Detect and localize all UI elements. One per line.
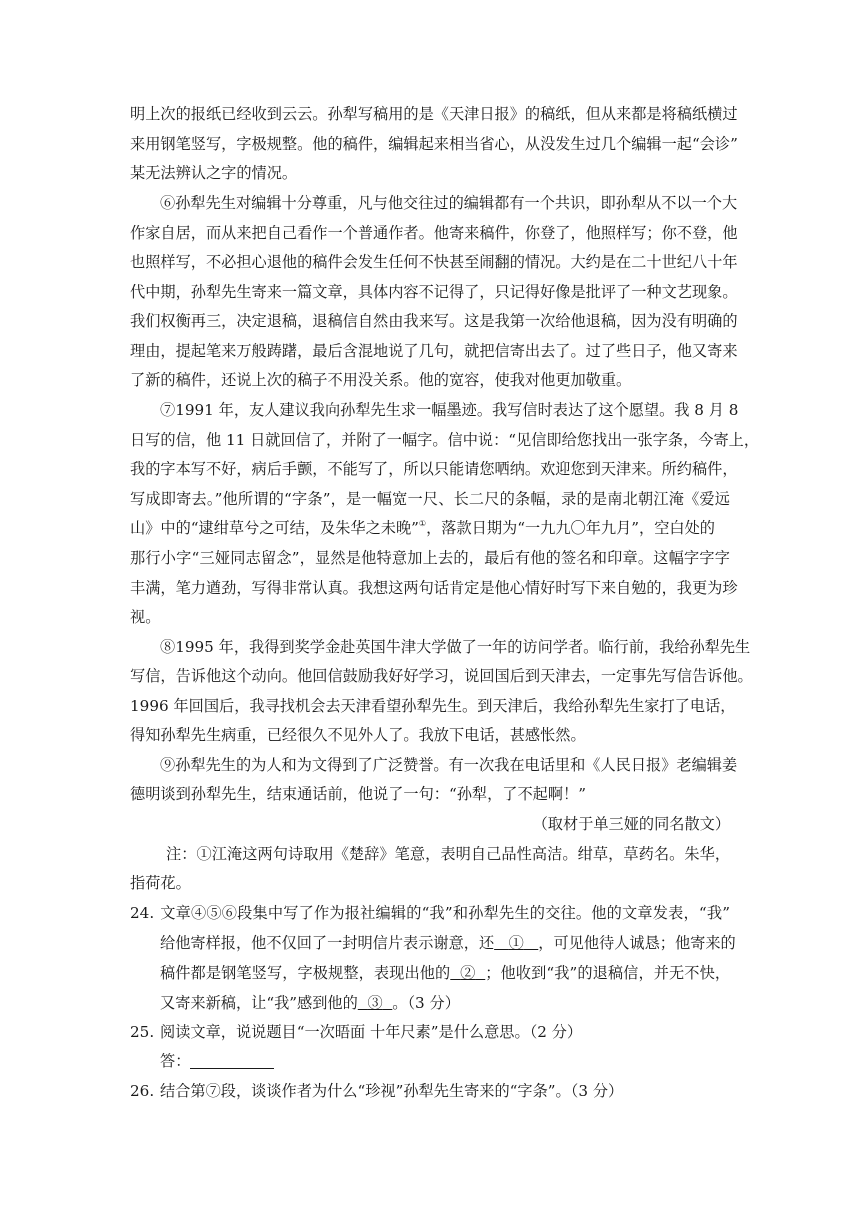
question-text: 。（3 分）: [392, 994, 460, 1012]
question-text: 给他寄样报，他不仅回了一封明信片表示谢意，还: [160, 934, 495, 952]
question-text: 文章④⑤⑥段集中写了作为报社编辑的“我”和孙犁先生的交往。他的文章发表，“我”: [160, 904, 730, 922]
text-line: ⑦1991 年，友人建议我向孙犁先生求一幅墨迹。我写信时表达了这个愿望。我 8 月 8: [160, 401, 739, 419]
answer-blank-1[interactable]: [494, 934, 538, 952]
question-line: [160, 933, 736, 953]
text-line: 得知孙犁先生病重，已经很久不见外人了。我放下电话，甚感怅然。: [130, 726, 586, 744]
text-line: 丰满，笔力遒劲，写得非常认真。我想这两句话肯定是他心情好时写下来自勉的，我更为珍: [130, 579, 738, 597]
question-number: 25.: [130, 1023, 155, 1041]
footnote-mark: ①: [418, 519, 427, 528]
text-line: 视。: [130, 608, 161, 626]
text-line: 我们权衡再三，决定退稿，退稿信自然由我来写。这是我第一次给他退稿，因为没有明确的: [130, 312, 738, 330]
question-25: [130, 1022, 730, 1042]
question-text: 阅读文章，说说题目“一次晤面 十年尺素”是什么意思。（2 分）: [160, 1023, 583, 1041]
question-24: [130, 903, 730, 923]
question-line: [160, 993, 730, 1013]
text-line: 写成即寄去。”他所谓的“字条”，是一幅宽一尺、长二尺的条幅，录的是南北朝江淹《爱远: [130, 490, 730, 508]
blank-marker: ②: [460, 964, 476, 982]
question-text: 又寄来新稿，让“我”感到他的: [160, 994, 358, 1012]
source-citation: （取材于单三娅的同名散文）: [532, 815, 730, 833]
text-line: 日写的信，他 11 日就回信了，并附了一幅字。信中说：“见信即给您找出一张字条，今寄上，: [130, 431, 760, 449]
text-line: ⑧1995 年，我得到奖学金赴英国牛津大学做了一年的访问学者。临行前，我给孙犁先生: [160, 638, 751, 656]
question-number: 24.: [130, 904, 155, 922]
text-line: 德明谈到孙犁先生，结束通话前，他说了一句：“孙犁，了不起啊！”: [130, 785, 586, 803]
text-line: 来用钢笔竖写，字极规整。他的稿件，编辑起来相当省心，从没发生过几个编辑一起“会诊”: [130, 135, 738, 153]
footnote-line: 指荷花。: [130, 874, 191, 892]
question-line: [160, 963, 730, 983]
question-text: 稿件都是钢笔竖写，字极规整，表现出他的: [160, 964, 451, 982]
answer-row: [160, 1051, 730, 1071]
question-text: 结合第⑦段，谈谈作者为什么“珍视”孙犁先生寄来的“字条”。（3 分）: [160, 1082, 624, 1100]
text-line: 那行小字“三娅同志留念”，显然是他特意加上去的，最后有他的签名和印章。这幅字字字: [130, 549, 730, 567]
text-line: 也照样写，不必担心退他的稿件会发生任何不快甚至闹翻的情况。大约是在二十世纪八十年: [130, 253, 738, 271]
text-line: 代中期，孙犁先生寄来一篇文章，具体内容不记得了，只记得好像是批评了一种文艺现象。: [130, 283, 738, 301]
question-text: ，可见他待人诚恳；他寄来的: [538, 934, 736, 952]
blank-marker: ③: [367, 994, 383, 1012]
text-line: 1996 年回国后，我寻找机会去天津看望孙犁先生。到天津后，我给孙犁先生家打了电话，: [130, 697, 736, 715]
question-text: ；他收到“我”的退稿信，并无不快，: [485, 964, 731, 982]
text-line: 某无法辨认之字的情况。: [130, 164, 298, 182]
text-line: 作家自居，而从来把自己看作一个普通作者。他寄来稿件，你登了，他照样写；你不登，他: [130, 224, 738, 242]
text-line: ⑨孙犁先生的为人和为文得到了广泛赞誉。有一次我在电话里和《人民日报》老编辑姜: [160, 756, 738, 774]
text-line: 写信，告诉他这个动向。他回信鼓励我好好学习，说回国后到天津去，一定事先写信告诉他。: [130, 667, 753, 685]
footnote-line: 注：①江淹这两句诗取用《楚辞》笔意，表明自己品性高洁。绀草，草药名。朱华，: [166, 845, 730, 863]
text-line: 理由，提起笔来万般踌躇，最后含混地说了几句，就把信寄出去了。过了些日子，他又寄来: [130, 342, 738, 360]
answer-blank-3[interactable]: [358, 994, 393, 1012]
text-line: 了新的稿件，还说上次的稿子不用没关系。他的宽容，使我对他更加敬重。: [130, 371, 632, 389]
answer-blank-2[interactable]: [450, 964, 485, 982]
text-line: 我的字本写不好，病后手颤，不能写了，所以只能请您哂纳。欢迎您到天津来。所约稿件，: [130, 460, 738, 478]
text-segment: ，落款日期为“一九九〇年九月”，空白处的: [426, 519, 715, 537]
answer-line[interactable]: [190, 1052, 274, 1069]
question-26: [130, 1081, 730, 1101]
question-number: 26.: [130, 1082, 155, 1100]
text-line: 明上次的报纸已经收到云云。孙犁写稿用的是《天津日报》的稿纸，但从来都是将稿纸横过: [130, 105, 738, 123]
answer-label: 答：: [160, 1052, 191, 1070]
text-line: [130, 518, 730, 538]
text-segment: 山》中的“逮绀草兮之可结，及朱华之未晚”: [130, 519, 419, 537]
blank-marker: ①: [508, 934, 524, 952]
text-line: ⑥孙犁先生对编辑十分尊重，凡与他交往过的编辑都有一个共识，即孙犁从不以一个大: [160, 194, 738, 212]
